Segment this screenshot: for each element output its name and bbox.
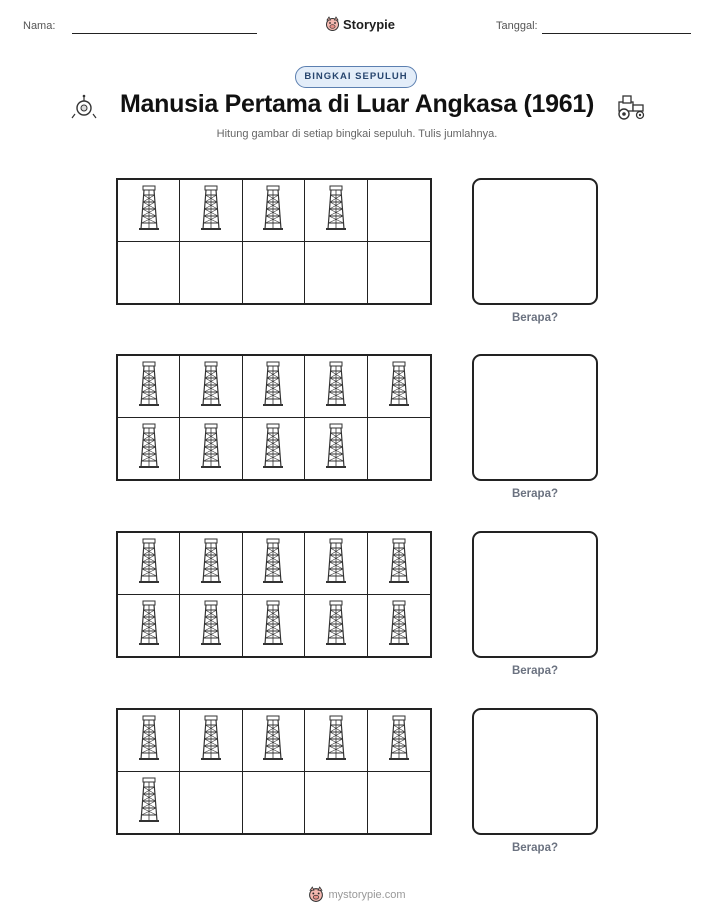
launch-tower-icon [325, 600, 347, 651]
launch-tower-icon [138, 423, 160, 474]
launch-tower-icon [138, 600, 160, 651]
ten-frame-cell [118, 595, 180, 657]
answer-label: Berapa? [511, 488, 559, 500]
answer-label: Berapa? [511, 665, 559, 677]
ten-frame-cell [368, 418, 430, 480]
worksheet-type-badge: BINGKAI SEPULUH [295, 66, 417, 88]
launch-tower-icon [138, 185, 160, 236]
ten-frame-cell [368, 772, 430, 834]
ten-frame-cell [180, 533, 242, 595]
ten-frame-cell [180, 710, 242, 772]
ten-frame-cell [180, 595, 242, 657]
page-title: Manusia Pertama di Luar Angkasa (1961) [120, 90, 594, 118]
ten-frame [116, 354, 432, 481]
name-label: Nama: [23, 20, 56, 32]
ten-frame-cell [305, 418, 367, 480]
launch-tower-icon [262, 538, 284, 589]
launch-tower-icon [388, 715, 410, 766]
launch-tower-icon [262, 361, 284, 412]
footer [0, 886, 714, 903]
ten-frame-cell [118, 242, 180, 304]
ten-frame-cell [368, 533, 430, 595]
date-label: Tanggal: [496, 20, 538, 32]
ten-frame-cell [180, 180, 242, 242]
ten-frame-cell [243, 418, 305, 480]
ten-frame [116, 178, 432, 305]
ten-frame-cell [118, 356, 180, 418]
ten-frame-cell [368, 710, 430, 772]
ten-frame-cell [368, 595, 430, 657]
launch-tower-icon [138, 777, 160, 828]
ten-frame-cell [305, 772, 367, 834]
date-field-line[interactable] [542, 33, 691, 34]
launch-tower-icon [262, 600, 284, 651]
launch-tower-icon [138, 361, 160, 412]
launch-tower-icon [325, 423, 347, 474]
ten-frame-cell [243, 772, 305, 834]
answer-box[interactable] [472, 531, 598, 658]
ten-frame-cell [180, 356, 242, 418]
launch-tower-icon [200, 715, 222, 766]
answer-label: Berapa? [511, 312, 559, 324]
ten-frame-cell [180, 418, 242, 480]
ten-frame-cell [305, 595, 367, 657]
ten-frame [116, 531, 432, 658]
footer-url: mystorypie.com [328, 888, 406, 901]
ten-frame-cell [305, 710, 367, 772]
launch-tower-icon [138, 538, 160, 589]
ten-frame [116, 708, 432, 835]
ten-frame-cell [118, 418, 180, 480]
ten-frame-cell [305, 180, 367, 242]
ten-frame-cell [118, 180, 180, 242]
ten-frame-cell [368, 242, 430, 304]
ten-frame-cell [243, 356, 305, 418]
ten-frame-cell [118, 533, 180, 595]
ten-frame-cell [180, 242, 242, 304]
launch-tower-icon [325, 185, 347, 236]
launch-tower-icon [325, 361, 347, 412]
ten-frame-cell [243, 595, 305, 657]
satellite-icon [71, 94, 97, 120]
launch-tower-icon [325, 538, 347, 589]
name-field-line[interactable] [72, 33, 257, 34]
launch-tower-icon [200, 185, 222, 236]
ten-frame-cell [118, 772, 180, 834]
launch-tower-icon [325, 715, 347, 766]
brand-logo [325, 14, 395, 34]
answer-label: Berapa? [511, 842, 559, 854]
launch-tower-icon [138, 715, 160, 766]
pig-mascot-icon [325, 16, 340, 32]
answer-box[interactable] [472, 354, 598, 481]
brand-name: Storypie [343, 16, 396, 32]
launch-tower-icon [200, 423, 222, 474]
ten-frame-cell [243, 533, 305, 595]
launch-tower-icon [262, 423, 284, 474]
answer-box[interactable] [472, 178, 598, 305]
launch-tower-icon [388, 538, 410, 589]
worksheet-header [0, 14, 714, 44]
ten-frame-cell [305, 242, 367, 304]
pig-mascot-icon [308, 886, 324, 903]
ten-frame-cell [305, 533, 367, 595]
ten-frame-cell [180, 772, 242, 834]
answer-box[interactable] [472, 708, 598, 835]
launch-tower-icon [200, 600, 222, 651]
tractor-icon [615, 93, 647, 121]
launch-tower-icon [388, 361, 410, 412]
launch-tower-icon [200, 361, 222, 412]
ten-frame-cell [243, 180, 305, 242]
ten-frame-cell [368, 356, 430, 418]
instructions: Hitung gambar di setiap bingkai sepuluh. Tulis jumlahnya. [216, 128, 498, 140]
ten-frame-cell [118, 710, 180, 772]
launch-tower-icon [262, 715, 284, 766]
ten-frame-cell [305, 356, 367, 418]
launch-tower-icon [200, 538, 222, 589]
ten-frame-cell [243, 710, 305, 772]
launch-tower-icon [388, 600, 410, 651]
launch-tower-icon [262, 185, 284, 236]
ten-frame-cell [243, 242, 305, 304]
ten-frame-cell [368, 180, 430, 242]
